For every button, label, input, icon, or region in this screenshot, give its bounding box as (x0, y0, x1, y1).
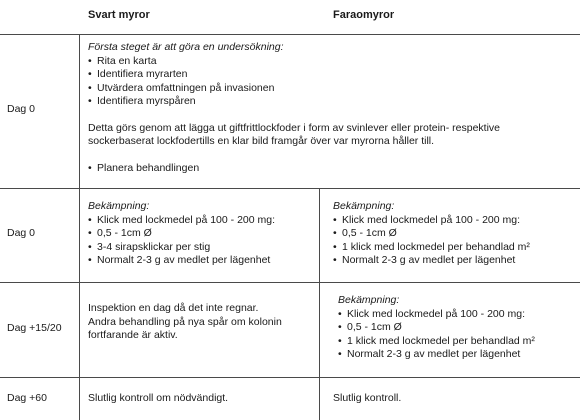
survey-intro: Första steget är att göra en undersökning: (88, 41, 284, 53)
list-item-continuation: • 0,5 - 1cm Ø (338, 321, 535, 335)
control-list (333, 214, 530, 268)
column-divider (319, 188, 320, 420)
inspection-text (88, 302, 282, 343)
list-item: • Planera behandlingen (88, 162, 500, 176)
list-item: • Normalt 2-3 g av medlet per lägenhet (338, 348, 535, 362)
list-item: • 3-4 sirapsklickar per stig (88, 241, 275, 255)
plan-list (88, 162, 500, 176)
final-check-right: Slutlig kontroll. (333, 392, 402, 404)
control-title: Bekämpning: (88, 200, 150, 212)
list-item: • Rita en karta (88, 55, 500, 69)
paragraph-line: sockerbaserat lockfodertills en klar bild framgår över var myrorna håller till. (88, 135, 435, 147)
control-right (338, 294, 535, 362)
day-label: Dag +15/20 (7, 322, 62, 334)
column-header-faraomyror: Faraomyror (333, 9, 395, 21)
column-divider (79, 34, 80, 420)
list-item: • Normalt 2-3 g av medlet per lägenhet (333, 254, 530, 268)
list-item: • Klick med lockmedel på 100 - 200 mg: (333, 214, 530, 228)
row-divider (0, 188, 580, 189)
row-divider (0, 377, 580, 378)
day-label: Dag 0 (7, 227, 36, 239)
list-item: • Klick med lockmedel på 100 - 200 mg: (338, 308, 535, 322)
final-check-left: Slutlig kontroll om nödvändigt. (88, 392, 229, 404)
control-left (88, 200, 275, 268)
paragraph-line: Detta görs genom att lägga ut giftfrittlockfoder i form av svinlever eller protein- respektive (88, 121, 501, 134)
list-item: • Klick med lockmedel på 100 - 200 mg: (88, 214, 275, 228)
row-divider (0, 34, 580, 35)
row-divider (0, 282, 580, 283)
paragraph-line: fortfarande är aktiv. (88, 329, 178, 341)
list-item-continuation: • 0,5 - 1cm Ø (88, 227, 275, 241)
control-right (333, 200, 530, 268)
control-title: Bekämpning: (338, 294, 400, 306)
list-item: • 1 klick med lockmedel per behandlad m² (333, 241, 530, 255)
paragraph-line: Inspektion en dag då det inte regnar. (88, 302, 259, 314)
survey-list (88, 55, 500, 109)
day-label: Dag 0 (7, 103, 36, 115)
list-item: • Identifiera myrarten (88, 68, 500, 82)
column-header-svart-myror: Svart myror (88, 9, 150, 21)
list-item: • Normalt 2-3 g av medlet per lägenhet (88, 254, 275, 268)
list-item: • 1 klick med lockmedel per behandlad m² (338, 335, 535, 349)
list-item: • Utvärdera omfattningen på invasionen (88, 82, 500, 96)
control-title: Bekämpning: (333, 200, 395, 212)
control-list (338, 308, 535, 362)
day-label: Dag +60 (7, 392, 47, 404)
list-item: • Identifiera myrspåren (88, 95, 500, 109)
paragraph-line: Andra behandling på nya spår om kolonin (88, 315, 282, 328)
list-item-continuation: • 0,5 - 1cm Ø (333, 227, 530, 241)
survey-section (88, 41, 500, 175)
control-list (88, 214, 275, 268)
